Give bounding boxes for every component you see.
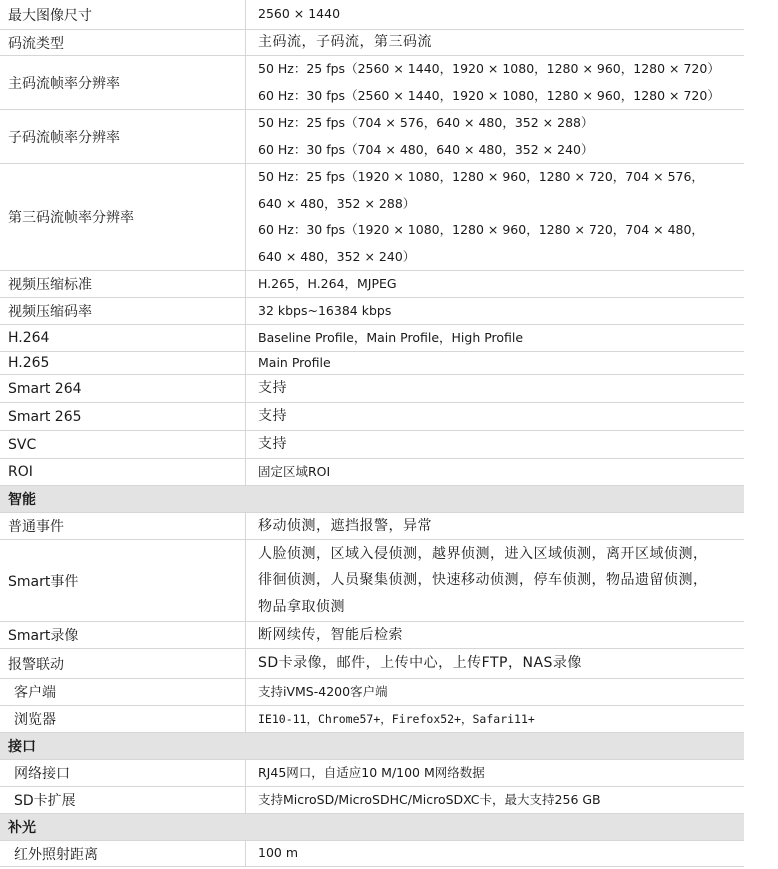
spec-value-line: 物品拿取侦测	[258, 598, 345, 615]
spec-value-line: 主码流，子码流，第三码流	[258, 34, 432, 51]
spec-value	[246, 271, 744, 297]
spec-key: ROI	[0, 459, 246, 485]
spec-row	[0, 403, 744, 431]
spec-row	[0, 0, 744, 30]
spec-value-line: H.265，H.264，MJPEG	[258, 275, 397, 291]
spec-key: 主码流帧率分辨率	[0, 56, 246, 109]
spec-key: SD卡扩展	[0, 787, 246, 813]
spec-value	[246, 513, 744, 539]
section-title: 接口	[8, 739, 36, 755]
spec-key: SVC	[0, 431, 246, 458]
spec-key: 最大图像尺寸	[0, 0, 246, 29]
spec-value	[246, 679, 744, 705]
spec-value	[246, 431, 744, 458]
spec-value-line: 人脸侦测，区域入侵侦测，越界侦测，进入区域侦测，离开区域侦测，	[258, 545, 708, 562]
section-title: 补光	[8, 820, 36, 836]
spec-value	[246, 0, 744, 29]
spec-value-line: 50 Hz：25 fps（1920 × 1080，1280 × 960，1280 × 720，704 × 576，	[258, 169, 704, 184]
spec-value-line: 断网续传，智能后检索	[258, 626, 403, 643]
spec-row	[0, 787, 744, 814]
spec-row	[0, 30, 744, 56]
spec-row	[0, 375, 744, 403]
spec-value-line: 支持iVMS-4200客户端	[258, 683, 388, 699]
spec-row	[0, 110, 744, 164]
spec-value	[246, 649, 744, 678]
spec-value	[246, 540, 744, 621]
spec-value-line: RJ45网口，自适应10 M/100 M网络数据	[258, 764, 485, 780]
spec-value	[246, 403, 744, 430]
section-header	[0, 814, 744, 841]
spec-value	[246, 325, 744, 351]
spec-value-line: 50 Hz：25 fps（704 × 576，640 × 480，352 × 288）	[258, 115, 594, 130]
spec-value-line: 支持	[258, 380, 287, 397]
spec-value-line: 60 Hz：30 fps（704 × 480，640 × 480，352 × 240）	[258, 141, 594, 157]
spec-row	[0, 459, 744, 486]
spec-value-line: IE10-11，Chrome57+，Firefox52+，Safari11+	[258, 711, 535, 726]
spec-value-line: 固定区域ROI	[258, 463, 331, 479]
spec-row	[0, 679, 744, 706]
spec-value	[246, 56, 744, 109]
spec-value-line: 支持	[258, 408, 287, 425]
spec-row	[0, 271, 744, 298]
spec-key: 网络接口	[0, 760, 246, 786]
spec-value	[246, 622, 744, 648]
spec-value-line: 100 m	[258, 845, 299, 861]
spec-row	[0, 352, 744, 375]
spec-value-line: 60 Hz：30 fps（2560 × 1440，1920 × 1080，1280 × 960，1280 × 720）	[258, 87, 720, 103]
spec-value	[246, 164, 744, 270]
spec-value-line: 支持	[258, 436, 287, 453]
spec-row	[0, 325, 744, 352]
spec-value	[246, 110, 744, 163]
spec-row	[0, 298, 744, 325]
spec-key: 视频压缩码率	[0, 298, 246, 324]
spec-value	[246, 30, 744, 55]
section-title: 智能	[8, 492, 36, 508]
spec-row	[0, 56, 744, 110]
spec-value-line: Baseline Profile，Main Profile，High Profile	[258, 329, 524, 345]
section-header	[0, 733, 744, 760]
spec-value-line: 2560 × 1440	[258, 6, 341, 22]
spec-key: Smart录像	[0, 622, 246, 648]
spec-row	[0, 760, 744, 787]
spec-row	[0, 841, 744, 867]
spec-value	[246, 814, 744, 840]
spec-row	[0, 649, 744, 679]
spec-key: H.264	[0, 325, 246, 351]
spec-key: 码流类型	[0, 30, 246, 55]
spec-value	[246, 733, 744, 759]
spec-row	[0, 706, 744, 733]
spec-row	[0, 513, 744, 540]
spec-key: 视频压缩标准	[0, 271, 246, 297]
spec-value	[246, 298, 744, 324]
spec-value-line: 640 × 480，352 × 288）	[258, 195, 416, 211]
spec-value	[246, 375, 744, 402]
spec-key: 客户端	[0, 679, 246, 705]
spec-row	[0, 622, 744, 649]
spec-value-line: SD卡录像，邮件，上传中心，上传FTP，NAS录像	[258, 655, 582, 672]
spec-value	[246, 787, 744, 813]
spec-value-line: Main Profile	[258, 354, 331, 370]
spec-value	[246, 760, 744, 786]
spec-value-line: 32 kbps~16384 kbps	[258, 302, 392, 318]
spec-value-line: 支持MicroSD/MicroSDHC/MicroSDXC卡，最大支持256 GB	[258, 791, 601, 807]
spec-key: 报警联动	[0, 649, 246, 678]
section-header	[0, 486, 744, 513]
spec-value-line: 50 Hz：25 fps（2560 × 1440，1920 × 1080，1280 × 960，1280 × 720）	[258, 61, 720, 76]
spec-value	[246, 459, 744, 485]
spec-value-line: 徘徊侦测，人员聚集侦测，快速移动侦测，停车侦测，物品遗留侦测，	[258, 572, 708, 589]
spec-value-line: 移动侦测，遮挡报警，异常	[258, 517, 432, 534]
spec-row	[0, 431, 744, 459]
spec-key: 红外照射距离	[0, 841, 246, 866]
spec-key: 第三码流帧率分辨率	[0, 164, 246, 270]
spec-key: Smart事件	[0, 540, 246, 621]
spec-key: 浏览器	[0, 706, 246, 732]
spec-value-line: 60 Hz：30 fps（1920 × 1080，1280 × 960，1280 × 720，704 × 480，	[258, 222, 704, 237]
spec-value	[246, 841, 744, 866]
spec-key: Smart 265	[0, 403, 246, 430]
spec-row	[0, 164, 744, 271]
spec-key: 子码流帧率分辨率	[0, 110, 246, 163]
spec-value	[246, 352, 744, 374]
spec-value	[246, 486, 744, 512]
spec-value-line: 640 × 480，352 × 240）	[258, 248, 416, 264]
spec-key: H.265	[0, 352, 246, 374]
spec-value	[246, 706, 744, 732]
spec-row	[0, 540, 744, 622]
spec-key: 普通事件	[0, 513, 246, 539]
spec-key: Smart 264	[0, 375, 246, 402]
